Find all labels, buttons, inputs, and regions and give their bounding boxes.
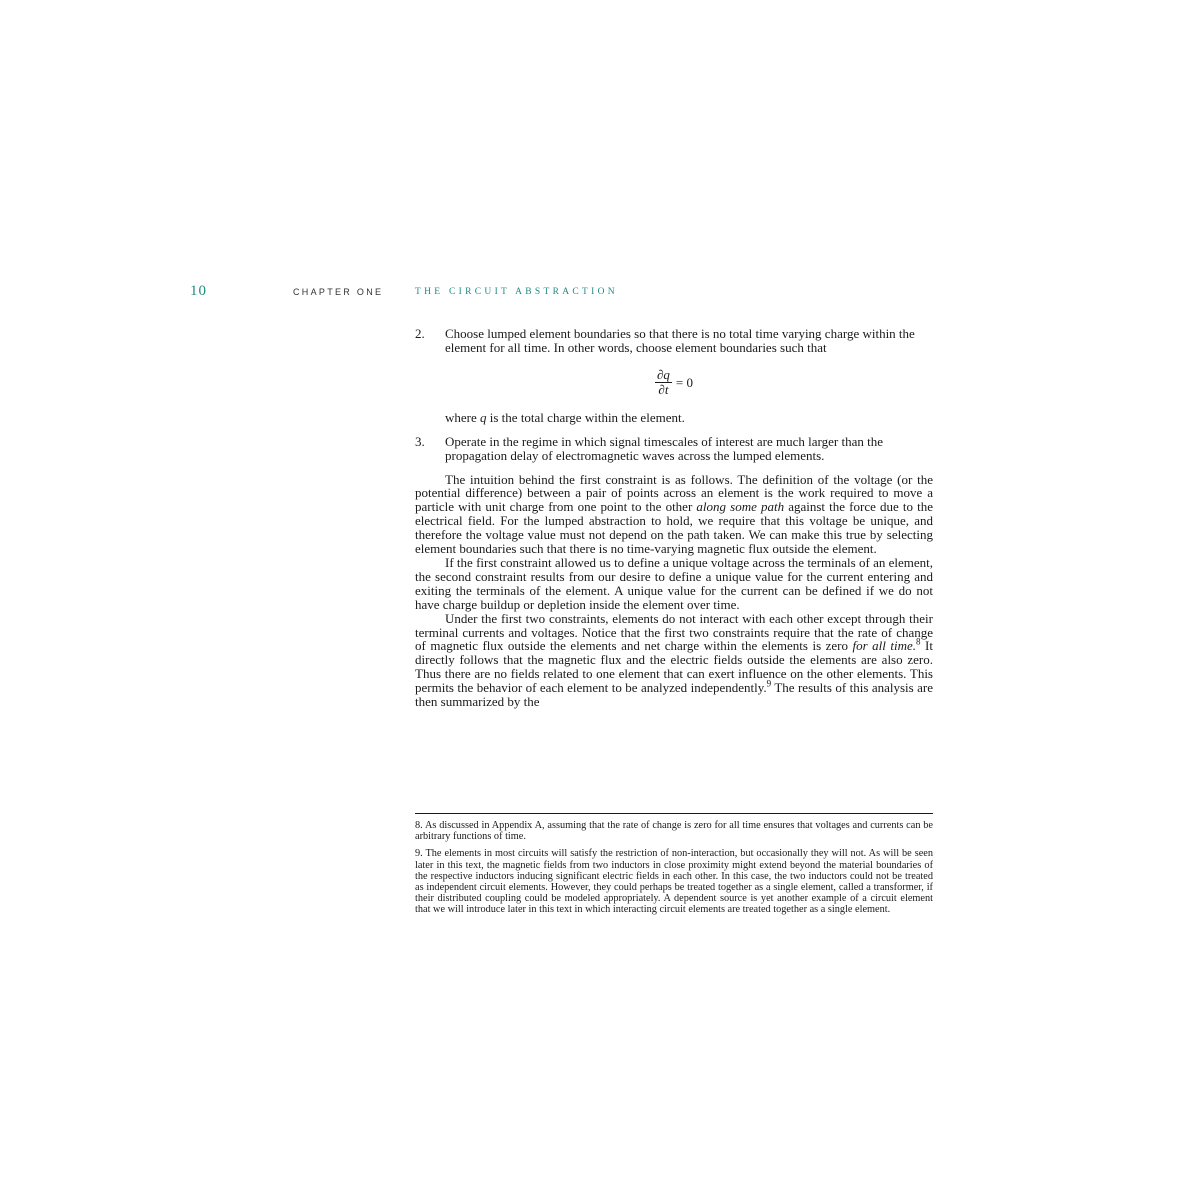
paragraph-2: If the first constraint allowed us to define a unique voltage across the terminals of an element, the second constraint results from our desire to define a unique value for the current entering and exiting the terminals of the element. A unique value for the current can be defined if we do not have charge buildup or depletion inside the element over time. [415,554,933,612]
footnote-8: 8. As discussed in Appendix A, assuming that the rate of change is zero for all time ensures that voltages and currents can be arbitrary functions of time. [415,820,933,843]
list-text: Choose lumped element boundaries so that there is no total time varying charge within the element for all time. In other words, choose element boundaries such that [445,326,915,355]
p1-text-b: against the force due to the electrical field. For the lumped abstraction to hold, we require that this voltage be unique, and therefore the voltage value must not depend on the path taken. We can make this true by selecting element boundaries such that there is no time-varying magnetic flux outside the element. [415,499,933,557]
p3-text-a: Under the first two constraints, elements do not interact with each other except through their terminal currents and voltages. Notice that the first two constraints require that the rate of change of magnetic flux outside the elements and net charge within the elements is zero [415,610,933,654]
list-item-2 [415,327,933,355]
list-text: Operate in the regime in which signal timescales of interest are much larger than the propagation delay of electromagnetic waves across the lumped elements. [445,433,883,463]
where-line [415,411,933,425]
paragraph-1 [415,473,933,556]
fraction-numerator: ∂q [656,367,670,383]
footnote-ref-8[interactable]: 8 [916,637,921,648]
footnotes [415,820,933,922]
list-item-3 [415,435,933,463]
paragraph-3 [415,612,933,709]
running-header [0,283,1200,303]
p1-emphasis: along some path [696,499,785,515]
footnote-divider [415,813,933,814]
fraction [655,368,672,397]
p1-text-a: The intuition behind the first constraint is as follows. The definition of the voltage (or the potential difference) between a pair of points across an element is the work required to move a particle with unit charge from one point to the other [415,471,933,515]
where-variable: q [480,409,487,425]
chapter-label: CHAPTER ONE [293,287,384,297]
list-number: 3. [415,433,425,449]
p3-text-b: It directly follows that the magnetic flux and the electric fields outside the elements are also zero. Thus there are no fields related to one element that can exert influence on the other elements. This permits the behavior of each element to be analyzed independently. [415,638,933,696]
page-number: 10 [190,283,207,299]
footnote-9: 9. The elements in most circuits will satisfy the restriction of non-interaction, but occasionally they will not. As will be seen later in this text, the magnetic fields from two inductors in close proximity might extend beyond the material boundaries of the respective inductors inducing significant electric fields in each other. In this case, the two inductors could not be treated as independent circuit elements. However, they could perhaps be treated together as a single element, called a transformer, if their distributed coupling could be modeled appropriately. A dependent source is yet another example of a circuit element that we will introduce later in this text in which interacting circuit elements are treated together as a single element. [415,848,933,916]
list-number: 2. [415,326,425,341]
equation-rhs: = 0 [675,374,694,390]
footnote-ref-9[interactable]: 9 [766,678,772,689]
p3-emphasis: for all time. [852,638,917,654]
p3-text-c: The results of this analysis are then summarized by the [415,680,933,710]
where-prefix: where [445,409,481,425]
equation [415,365,933,401]
main-text-column [415,327,933,709]
where-suffix: is the total charge within the element. [486,409,685,425]
chapter-title: THE CIRCUIT ABSTRACTION [415,287,618,297]
fraction-denominator: ∂t [658,382,669,398]
